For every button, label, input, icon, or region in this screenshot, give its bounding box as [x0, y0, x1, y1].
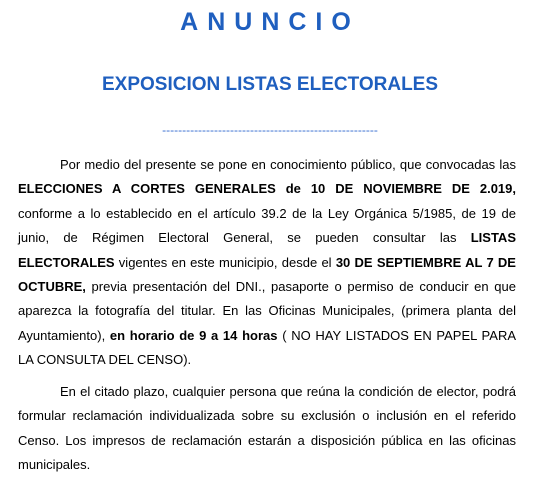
paragraph-2-text: En el citado plazo, cualquier persona que reúna la condición de elector, podrá formular reclamación individualizada sobre su exclusión o inclusión en el referido Censo. Los impresos de reclamación estarán a disposición pública en las oficinas municipales.: [18, 384, 516, 473]
paragraph-1-text-1: Por medio del presente se pone en conocimiento público, que convocadas las: [60, 157, 516, 172]
paragraph-1-text-2: conforme a lo establecido en el artículo 39.2 de la Ley Orgánica 5/1985, de 19 de junio, de Régimen Electoral General, se pueden consultar las: [18, 205, 516, 246]
document-title: ANUNCIO: [180, 8, 360, 36]
document-subtitle: EXPOSICION LISTAS ELECTORALES: [101, 74, 439, 95]
consultation-dates: 30 DE SEPTIEMBRE AL 7 DE OCTUBRE,: [18, 254, 516, 295]
announcement-paragraph-1: [18, 153, 516, 373]
announcement-paragraph-2: [18, 380, 516, 478]
office-hours: en horario de 9 a 14 horas: [109, 327, 278, 343]
paragraph-1-text-4: previa presentación del DNI., pasaporte o permiso de conducir en que aparezca la fotografía del titular. En las Oficinas Municipales, (primera planta del Ayuntamiento),: [18, 279, 516, 343]
separator-line: ------------------------------------------------------: [162, 123, 378, 137]
paragraph-1-text-3: vigentes en este municipio, desde el: [114, 254, 336, 270]
electoral-lists: LISTAS ELECTORALES: [18, 230, 516, 270]
elections-name: ELECCIONES A CORTES GENERALES de 10 DE NOVIEMBRE DE 2.019,: [18, 181, 516, 197]
paragraph-1-text-5: ( NO HAY LISTADOS EN PAPEL PARA LA CONSULTA DEL CENSO).: [18, 327, 516, 368]
